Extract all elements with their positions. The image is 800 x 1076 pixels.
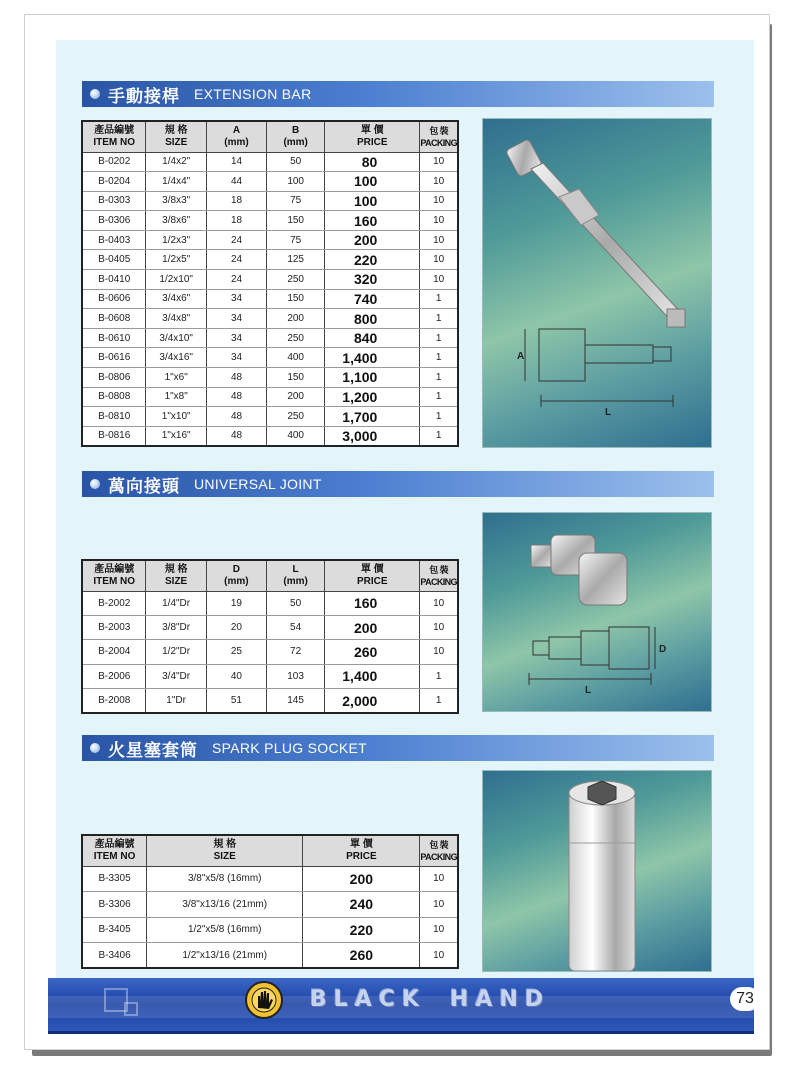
cell-pack: 10 [420, 591, 458, 615]
col-size: 規 格 SIZE [146, 560, 206, 591]
cell-pack: 10 [420, 172, 458, 192]
table-row [82, 250, 458, 270]
cell-price: 100 [325, 172, 420, 192]
table-row [82, 289, 458, 309]
cell-d: 40 [206, 664, 266, 688]
cell-size: 1/2x3" [146, 230, 207, 250]
cell-a: 48 [206, 387, 266, 407]
cell-size: 1/2"x13/16 (21mm) [147, 943, 303, 969]
cell-item: B-0306 [82, 211, 146, 231]
cell-item: B-0808 [82, 387, 146, 407]
col-price: 單 價 PRICE [303, 835, 420, 866]
cell-b: 400 [267, 348, 325, 368]
cell-pack: 10 [420, 892, 458, 918]
col-price: 單 價 PRICE [325, 560, 420, 591]
extension-bar-table [81, 120, 459, 447]
table-row [82, 348, 458, 368]
brand-word-1: BLACK [310, 987, 427, 1012]
universal-joint-diagram [529, 627, 655, 685]
cell-pack: 1 [420, 289, 458, 309]
cell-size: 1/4x2" [146, 152, 207, 172]
cell-pack: 10 [420, 917, 458, 943]
cell-size: 1"x6" [146, 368, 207, 388]
table-row [82, 615, 458, 639]
cell-price: 160 [325, 211, 420, 231]
cell-b: 250 [267, 328, 325, 348]
diagram-label-l: L [605, 407, 612, 418]
table-row [82, 270, 458, 290]
cell-price: 740 [325, 289, 420, 309]
table-row [82, 943, 458, 969]
table-row [82, 866, 458, 892]
col-l: L (mm) [266, 560, 324, 591]
cell-a: 24 [206, 250, 266, 270]
cell-size: 1/2x10" [146, 270, 207, 290]
cell-pack: 10 [420, 640, 458, 664]
cell-size: 1"x10" [146, 407, 207, 427]
cell-item: B-0204 [82, 172, 146, 192]
extension-bar-header [82, 81, 714, 107]
col-packing: 包 裝 PACKING [420, 121, 458, 152]
cell-item: B-3306 [82, 892, 147, 918]
table-row [82, 191, 458, 211]
cell-price: 840 [325, 328, 420, 348]
cell-size: 1"x16" [146, 426, 207, 446]
cell-b: 400 [267, 426, 325, 446]
col-a: A (mm) [206, 121, 266, 152]
cell-item: B-3305 [82, 866, 147, 892]
cell-item: B-0806 [82, 368, 146, 388]
cell-l: 50 [266, 591, 324, 615]
cell-size: 1/4x4" [146, 172, 207, 192]
col-packing: 包 裝 PACKING [420, 560, 458, 591]
cell-price: 800 [325, 309, 420, 329]
cell-pack: 1 [420, 407, 458, 427]
col-packing: 包 裝 PACKING [420, 835, 458, 866]
cell-pack: 1 [420, 368, 458, 388]
cell-b: 150 [267, 289, 325, 309]
table-row [82, 407, 458, 427]
section-title-zh: 火星塞套筒 [108, 740, 198, 760]
cell-price: 240 [303, 892, 420, 918]
cell-pack: 1 [420, 328, 458, 348]
cell-item: B-0816 [82, 426, 146, 446]
table-row [82, 640, 458, 664]
cell-size: 3/8"x13/16 (21mm) [147, 892, 303, 918]
cell-pack: 10 [420, 615, 458, 639]
cell-price: 1,400 [325, 348, 420, 368]
cell-price: 1,400 [325, 664, 420, 688]
cell-pack: 10 [420, 250, 458, 270]
table-row [82, 591, 458, 615]
cell-a: 18 [206, 211, 266, 231]
cell-item: B-0608 [82, 309, 146, 329]
cell-size: 3/4x16" [146, 348, 207, 368]
cell-size: 1/4"Dr [146, 591, 206, 615]
section-title-en: EXTENSION BAR [194, 86, 312, 102]
section-title-en: SPARK PLUG SOCKET [212, 740, 367, 756]
cell-price: 2,000 [325, 689, 420, 713]
cell-size: 1"x8" [146, 387, 207, 407]
cell-pack: 1 [420, 426, 458, 446]
cell-a: 24 [206, 230, 266, 250]
cell-item: B-0202 [82, 152, 146, 172]
cell-item: B-2008 [82, 689, 146, 713]
cell-b: 75 [267, 230, 325, 250]
cell-b: 100 [267, 172, 325, 192]
diagram-label-a: A [517, 351, 525, 362]
universal-joint-photo [482, 512, 712, 712]
section-title-en: UNIVERSAL JOINT [194, 476, 322, 492]
cell-a: 34 [206, 348, 266, 368]
cell-price: 260 [325, 640, 420, 664]
col-d: D (mm) [206, 560, 266, 591]
cell-price: 80 [325, 152, 420, 172]
cell-d: 19 [206, 591, 266, 615]
diagram-label-l: L [585, 685, 592, 696]
cell-pack: 10 [420, 866, 458, 892]
spark-plug-socket-image [569, 781, 635, 971]
cell-price: 200 [303, 866, 420, 892]
cell-pack: 10 [420, 152, 458, 172]
cell-item: B-3406 [82, 943, 147, 969]
cell-pack: 10 [420, 230, 458, 250]
bullet-icon [90, 743, 100, 753]
cell-item: B-2004 [82, 640, 146, 664]
cell-b: 250 [267, 270, 325, 290]
cell-pack: 10 [420, 943, 458, 969]
cell-price: 220 [325, 250, 420, 270]
cell-pack: 10 [420, 270, 458, 290]
cell-price: 200 [325, 230, 420, 250]
col-item: 產品編號 ITEM NO [82, 560, 146, 591]
table-row [82, 152, 458, 172]
spark-plug-table [81, 834, 459, 969]
universal-joint-table [81, 559, 459, 714]
section-title-zh: 手動接桿 [108, 86, 180, 106]
cell-size: 3/8"x5/8 (16mm) [147, 866, 303, 892]
decorative-square [124, 1002, 138, 1016]
cell-item: B-3405 [82, 917, 147, 943]
cell-pack: 10 [420, 191, 458, 211]
cell-a: 34 [206, 309, 266, 329]
cell-size: 1/2x5" [146, 250, 207, 270]
cell-a: 44 [206, 172, 266, 192]
cell-price: 1,100 [325, 368, 420, 388]
cell-pack: 1 [420, 309, 458, 329]
cell-item: B-0616 [82, 348, 146, 368]
cell-d: 51 [206, 689, 266, 713]
footer-bar [48, 978, 754, 1034]
universal-joint-header [82, 471, 714, 497]
cell-l: 103 [266, 664, 324, 688]
cell-pack: 1 [420, 689, 458, 713]
cell-size: 3/4x8" [146, 309, 207, 329]
cell-price: 260 [303, 943, 420, 969]
extension-bar-photo [482, 118, 712, 448]
cell-d: 20 [206, 615, 266, 639]
table-row [82, 368, 458, 388]
cell-a: 48 [206, 368, 266, 388]
cell-b: 150 [267, 211, 325, 231]
black-hand-logo [244, 980, 284, 1020]
col-size: 規 格 SIZE [146, 121, 207, 152]
table-row [82, 230, 458, 250]
cell-size: 3/8"Dr [146, 615, 206, 639]
table-row [82, 309, 458, 329]
spark-plug-photo [482, 770, 712, 972]
cell-item: B-0403 [82, 230, 146, 250]
cell-item: B-0303 [82, 191, 146, 211]
extension-bar-diagram [525, 329, 673, 407]
table-row [82, 689, 458, 713]
cell-size: 3/4x6" [146, 289, 207, 309]
cell-a: 34 [206, 328, 266, 348]
cell-item: B-0610 [82, 328, 146, 348]
table-row [82, 892, 458, 918]
cell-b: 75 [267, 191, 325, 211]
cell-pack: 1 [420, 348, 458, 368]
cell-size: 3/4"Dr [146, 664, 206, 688]
brand-name [310, 987, 550, 1012]
cell-item: B-0810 [82, 407, 146, 427]
table-row [82, 664, 458, 688]
cell-b: 50 [267, 152, 325, 172]
cell-a: 24 [206, 270, 266, 290]
col-b: B (mm) [267, 121, 325, 152]
cell-item: B-2002 [82, 591, 146, 615]
cell-b: 200 [267, 387, 325, 407]
cell-b: 125 [267, 250, 325, 270]
col-size: 規 格 SIZE [147, 835, 303, 866]
cell-size: 1/2"Dr [146, 640, 206, 664]
extension-bar-image [505, 139, 685, 327]
cell-a: 14 [206, 152, 266, 172]
cell-price: 160 [325, 591, 420, 615]
cell-size: 3/4x10" [146, 328, 207, 348]
cell-l: 72 [266, 640, 324, 664]
cell-item: B-0405 [82, 250, 146, 270]
table-row [82, 328, 458, 348]
cell-size: 1"Dr [146, 689, 206, 713]
cell-price: 220 [303, 917, 420, 943]
bullet-icon [90, 89, 100, 99]
cell-a: 48 [206, 407, 266, 427]
cell-b: 200 [267, 309, 325, 329]
cell-price: 1,700 [325, 407, 420, 427]
cell-b: 250 [267, 407, 325, 427]
cell-price: 3,000 [325, 426, 420, 446]
section-title-zh: 萬向接頭 [108, 476, 180, 496]
table-row [82, 917, 458, 943]
table-row [82, 211, 458, 231]
spark-plug-header [82, 735, 714, 761]
cell-d: 25 [206, 640, 266, 664]
table-row [82, 426, 458, 446]
cell-item: B-0606 [82, 289, 146, 309]
col-item: 產品編號 ITEM NO [82, 835, 147, 866]
cell-size: 1/2"x5/8 (16mm) [147, 917, 303, 943]
cell-pack: 1 [420, 664, 458, 688]
bullet-icon [90, 479, 100, 489]
cell-pack: 1 [420, 387, 458, 407]
brand-word-2: HAND [450, 987, 551, 1012]
cell-price: 100 [325, 191, 420, 211]
cell-a: 34 [206, 289, 266, 309]
diagram-label-d: D [659, 644, 667, 655]
table-row [82, 172, 458, 192]
cell-l: 145 [266, 689, 324, 713]
cell-item: B-2006 [82, 664, 146, 688]
cell-pack: 10 [420, 211, 458, 231]
cell-price: 1,200 [325, 387, 420, 407]
page-number: 73 [730, 987, 760, 1011]
cell-price: 200 [325, 615, 420, 639]
cell-size: 3/8x6" [146, 211, 207, 231]
cell-b: 150 [267, 368, 325, 388]
col-price: 單 價 PRICE [325, 121, 420, 152]
cell-size: 3/8x3" [146, 191, 207, 211]
cell-a: 18 [206, 191, 266, 211]
cell-price: 320 [325, 270, 420, 290]
cell-l: 54 [266, 615, 324, 639]
universal-joint-image [531, 535, 627, 605]
cell-item: B-2003 [82, 615, 146, 639]
table-row [82, 387, 458, 407]
cell-item: B-0410 [82, 270, 146, 290]
col-item: 產品編號 ITEM NO [82, 121, 146, 152]
cell-a: 48 [206, 426, 266, 446]
